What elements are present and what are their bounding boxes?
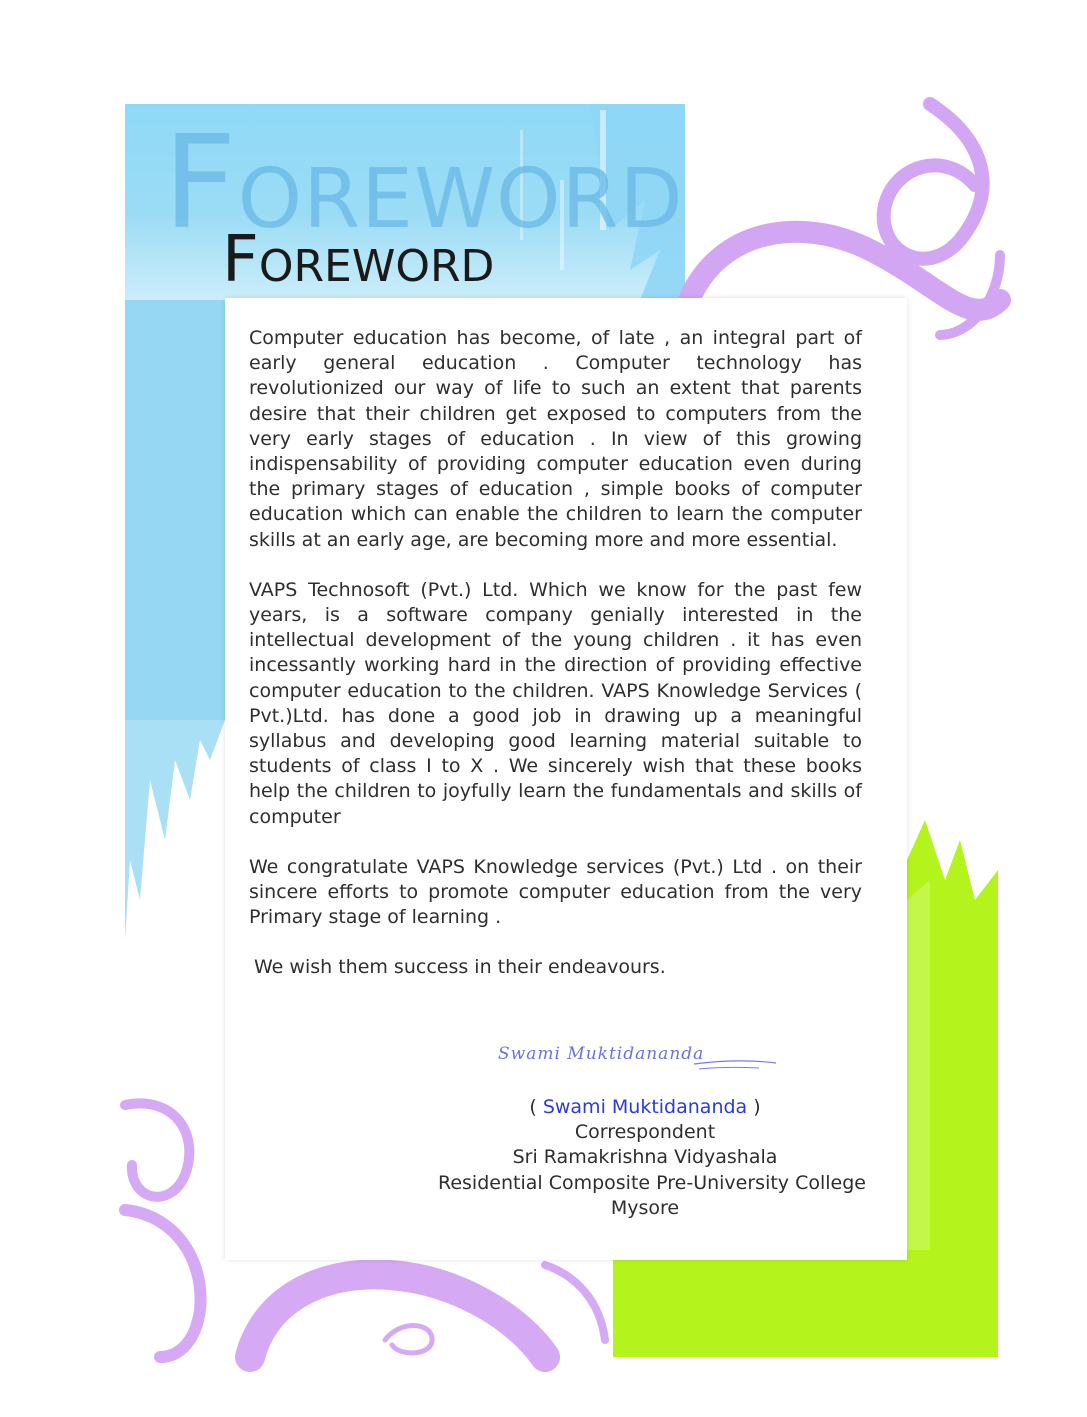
signature-script: Swami Muktidananda [498,1044,705,1064]
signatory-college: Residential Composite Pre-University College [438,1171,866,1194]
handwritten-signature [494,1038,784,1083]
signatory-name-line [400,1095,890,1120]
paren-open: ( [529,1096,543,1118]
signatory-role: Correspondent [574,1121,716,1144]
signatory-city: Mysore [610,1196,680,1219]
signatory-name: Swami Muktidananda [542,1096,748,1118]
title-rest: OREWORD [258,241,495,292]
paragraph-computer-education: Computer education has become, of late , an integral part of early general education . Computer technology has revolutionized our way of life to such an extent that parents desire that their children get exposed to computers from the very early stages of education . In view of this growing indispensability of providing computer education even during the primary stages of education , simple books of computer education which can enable the children to learn the computer skills at an early age, are becoming more and more essential. [249,327,862,551]
foreword-body [249,326,862,1006]
signature-flourish [494,1038,784,1083]
paragraph-wish: We wish them success in their endeavours. [254,956,666,979]
page-title [222,223,495,297]
signatory-block [400,1095,890,1221]
faded-title-initial: F [163,109,238,258]
title-initial: F [222,223,259,297]
paren-close: ) [747,1096,761,1118]
paragraph-congratulations: We congratulate VAPS Knowledge services (Pvt.) Ltd . on their sincere efforts to promote computer education from the very Primary stage of learning . [249,855,862,929]
paragraph-vaps-technosoft: VAPS Technosoft (Pvt.) Ltd. Which we know for the past few years, is a software company genially interested in the intellectual development of the young children . it has even incessantly working hard in the direction of providing effective computer education to the children. VAPS Knowledge Services ( Pvt.)Ltd. has done a good job in drawing up a meaningful syllabus and developing good learning material suitable to students of class I to X . We sincerely wish that these books help the children to joyfully learn the fundamentals and skills of computer [249,578,862,828]
signatory-institution: Sri Ramakrishna Vidyashala [512,1146,778,1169]
faded-title-rest: OREWORD [237,152,684,247]
